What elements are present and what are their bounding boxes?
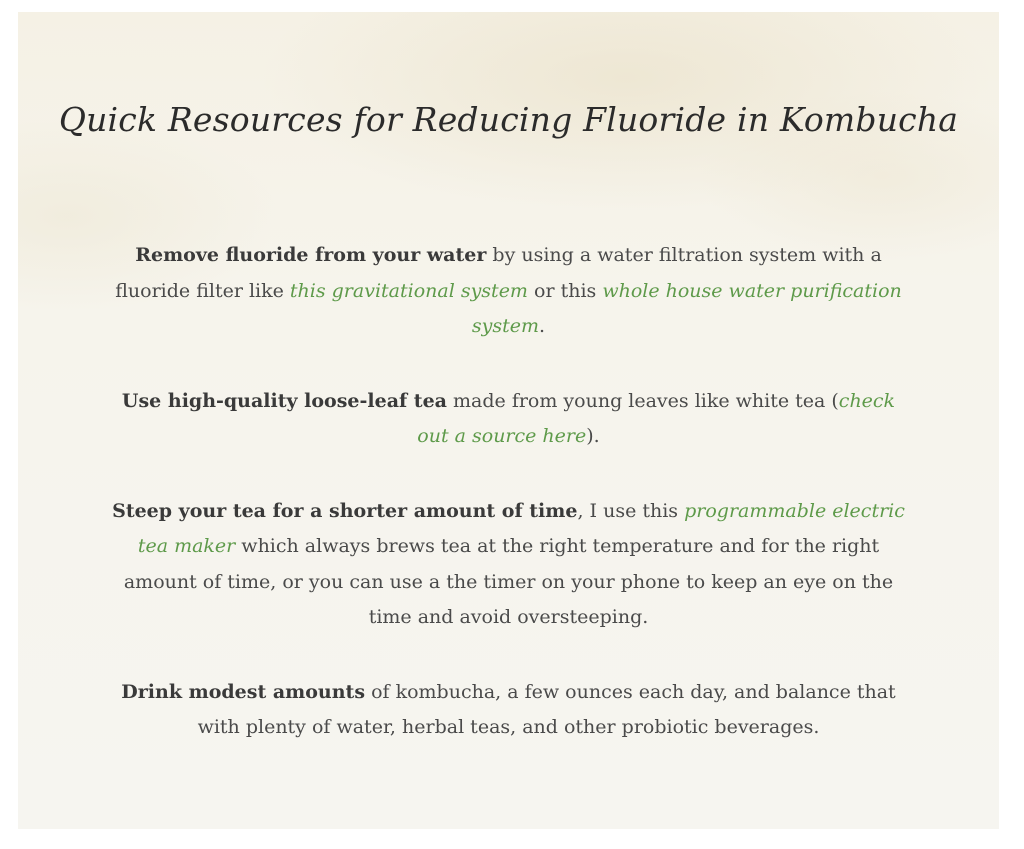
tip-lead: Remove fluoride from your water <box>135 244 487 266</box>
tip-lead: Use high-quality loose-leaf tea <box>121 389 447 412</box>
tips-content <box>110 238 907 785</box>
section-title: Quick Resources for Reducing Fluoride in Kombucha <box>58 100 959 139</box>
tea-source-link[interactable]: check out a source here <box>417 389 896 447</box>
tip-loose-leaf-tea: Use high-quality loose-leaf tea made from young leaves like white tea (check out a source here). <box>121 389 896 447</box>
tip-lead: Drink modest amounts <box>121 680 366 703</box>
electric-tea-maker-link[interactable]: programmable electric tea maker <box>137 499 905 557</box>
tip-steep-shorter: Steep your tea for a shorter amount of time, I use this programmable electric tea maker which always brews tea at the right temperature and for the right amount of time, or you can use a the timer on your phone to keep an eye on the time and avoid oversteeping. <box>112 499 905 628</box>
tip-remove-fluoride: Remove fluoride from your water by using a water filtration system with a fluoride filter like this gravitational system or this whole house water purification system. <box>115 244 902 337</box>
gravitational-system-link[interactable]: this gravitational system <box>289 279 528 302</box>
tip-lead: Steep your tea for a shorter amount of time <box>112 499 578 522</box>
whole-house-purification-link[interactable]: whole house water purification system <box>471 279 902 337</box>
tip-drink-modest: Drink modest amounts of kombucha, a few ounces each day, and balance that with plenty of water, herbal teas, and other probiotic beverages. <box>121 680 896 738</box>
resources-panel <box>18 12 999 829</box>
